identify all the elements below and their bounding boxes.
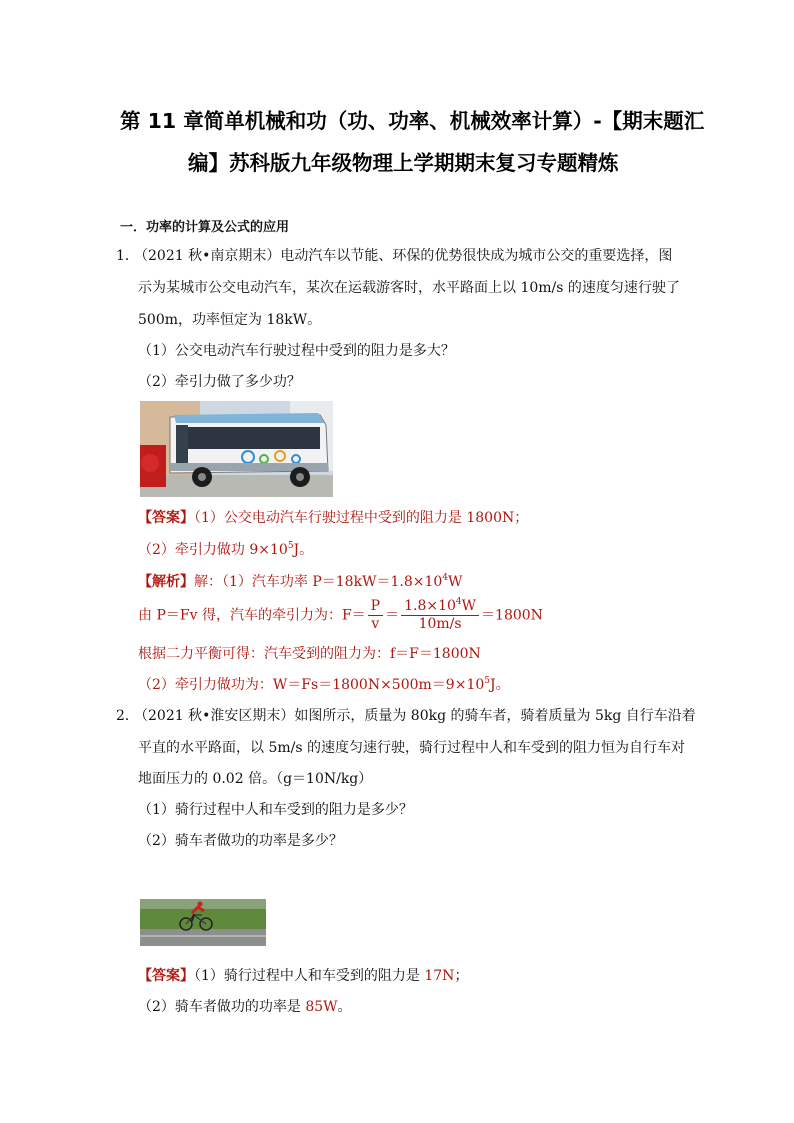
frac2-denominator: 10m/s (418, 616, 462, 632)
q1-text-line1: （2021 秋•南京期末）电动汽车以节能、环保的优势很快成为城市公交的重要选择，图 (134, 248, 673, 264)
q2-sub1: （1）骑行过程中人和车受到的阻力是多少？ (138, 802, 413, 818)
q1-analysis-line1 (138, 572, 462, 592)
q1-sub2: （2）牵引力做了多少功？ (138, 374, 301, 390)
q1-analysis4-post: J。 (490, 677, 510, 693)
q1-analysis1-exp: 4 (442, 573, 449, 583)
q1-analysis-line2 (138, 598, 543, 633)
q2-text-line2: 平直的水平路面，以 5m/s 的速度匀速行驶，骑行过程中人和车受到的阻力恒为自行车对 (138, 740, 685, 756)
page-title-line1: 第 11 章简单机械和功（功、功率、机械效率计算）-【期末题汇 (120, 109, 705, 133)
q2-answer1-pre: （1）骑行过程中人和车受到的阻力是 (194, 968, 425, 984)
q1-analysis-line3: 根据二力平衡可得：汽车受到的阻力为：f＝F＝1800N (138, 646, 481, 662)
q1-answer2-pre: （2）牵引力做功 9×10 (138, 542, 288, 558)
q2-text-line3: 地面压力的 0.02 倍。（g＝10N/kg） (138, 771, 373, 787)
q2-answer-label: 【答案】 (138, 968, 194, 984)
q1-answer2-exp: 5 (287, 541, 294, 551)
frac1-denominator: v (371, 616, 380, 632)
q1-number: 1． (116, 248, 139, 264)
cyclist-image (140, 899, 266, 946)
q1-analysis-line4 (138, 675, 510, 695)
bus-image (140, 401, 333, 497)
frac2-num-pre: 1.8×10 (404, 598, 456, 614)
q1-sub1: （1）公交电动汽车行驶过程中受到的阻力是多大？ (138, 343, 455, 359)
q2-answer2-post: 。 (337, 999, 352, 1015)
section-heading: 一．功率的计算及公式的应用 (120, 220, 290, 235)
fraction-p-over-v (368, 598, 383, 633)
fraction-values (401, 598, 479, 633)
q2-number: 2． (116, 708, 139, 724)
q1-text-line2: 示为某城市公交电动汽车，某次在运载游客时，水平路面上以 10m/s 的速度匀速行驶了 (138, 280, 680, 296)
q2-answer-line2 (138, 997, 352, 1017)
q1-analysis4-pre: （2）牵引力做功为：W＝Fs＝1800N×500m＝9×10 (138, 677, 485, 693)
page-title-line2: 编】苏科版九年级物理上学期期末复习专题精炼 (188, 151, 619, 175)
q1-analysis1-post: W (448, 574, 463, 590)
q2-answer1-post: ； (454, 968, 469, 984)
q2-answer2-pre: （2）骑车者做功的功率是 (138, 999, 306, 1015)
q1-answer-line1 (138, 508, 528, 528)
q1-analysis2-pre: 由 P＝Fv 得，汽车的牵引力为：F＝ (138, 607, 366, 624)
frac2-num-exp: 4 (455, 597, 462, 607)
q1-answer2-post: J。 (293, 542, 314, 558)
frac2-num-post: W (461, 598, 477, 614)
q1-answer-label: 【答案】 (138, 510, 194, 526)
frac2-numerator (401, 598, 479, 616)
q2-text-line1: （2021 秋•淮安区期末）如图所示，质量为 80kg 的骑车者，骑着质量为 5kg 自行车沿着 (134, 708, 696, 724)
q1-analysis-label: 【解析】 (138, 574, 194, 590)
q1-analysis1-pre: 解：（1）汽车功率 P＝18kW＝1.8×10 (194, 574, 443, 590)
q2-answer2-value: 85W (305, 999, 338, 1015)
q2-sub2: （2）骑车者做功的功率是多少？ (138, 833, 343, 849)
q1-analysis2-post: ＝1800N (481, 607, 543, 624)
q2-answer-line1 (138, 966, 468, 986)
q1-answer-line2 (138, 540, 313, 560)
frac1-numerator: P (368, 598, 383, 616)
q2-answer1-value: 17N (424, 968, 455, 984)
equals-sign: ＝ (385, 607, 400, 624)
q1-text-line3: 500m，功率恒定为 18kW。 (138, 312, 322, 328)
q1-answer1: （1）公交电动汽车行驶过程中受到的阻力是 1800N； (194, 510, 529, 526)
q1-analysis4-exp: 5 (484, 676, 490, 686)
